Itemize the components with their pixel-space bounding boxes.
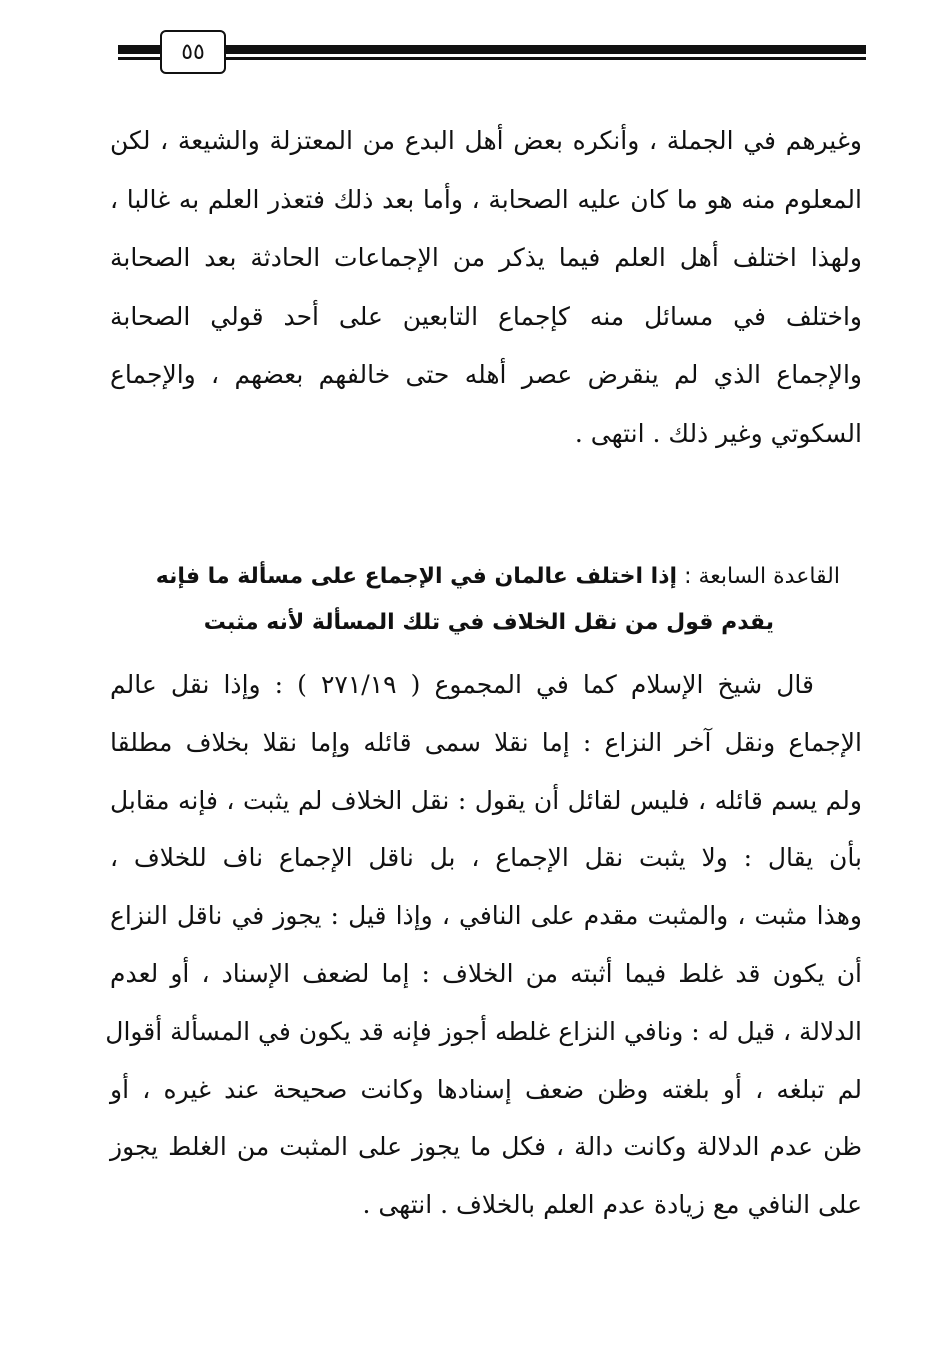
header-thick-rule	[118, 45, 866, 54]
text-line: وغيرهم في الجملة ، وأنكره بعض أهل البدع من المعتزلة والشيعة ، لكن	[110, 126, 862, 155]
rule-title-line-1: إذا اختلف عالمان في الإجماع على مسألة ما فإنه	[155, 564, 678, 589]
paragraph-quote	[105, 656, 862, 1234]
text-line: ولم يسم قائله ، فليس لقائل أن يقول : نقل الخلاف لم يثبت ، فإنه مقابل	[110, 785, 862, 815]
text-line: ولهذا اختلف أهل العلم فيما يذكر من الإجماعات الحادثة بعد الصحابة	[110, 243, 862, 272]
page-header	[118, 30, 866, 80]
rule-label: القاعدة السابعة :	[684, 564, 840, 589]
rule-title-line-2: يقدم قول من نقل الخلاف في تلك المسألة لأنه مثبت	[203, 610, 774, 635]
text-line: والإجماع الذي لم ينقرض عصر أهله حتى خالفهم بعضهم ، والإجماع	[110, 360, 862, 389]
text-line: على النافي مع زيادة عدم العلم بالخلاف . انتهى .	[362, 1190, 862, 1220]
text-line: المعلوم منه هو ما كان عليه الصحابة ، وأما بعد ذلك فتعذر العلم به غالبا ،	[110, 184, 863, 214]
rule-heading	[110, 554, 840, 646]
text-line: بأن يقال : ولا يثبت نقل الإجماع ، بل ناقل الإجماع ناف للخلاف ،	[110, 843, 862, 873]
text-line: السكوتي وغير ذلك . انتهى .	[574, 418, 862, 448]
text-line: الإجماع ونقل آخر النزاع : إما نقلا سمى قائله وإما نقلا بخلاف مطلقا	[110, 727, 862, 757]
text-line: قال شيخ الإسلام كما في المجموع ( ٢٧١/١٩ ) : وإذا نقل عالم	[110, 670, 814, 699]
paragraph-continuation	[110, 112, 862, 463]
text-line: الدلالة ، قيل له : ونافي النزاع غلطه أجوز فإنه قد يكون في المسألة أقوال	[105, 1016, 862, 1046]
text-line: ظن عدم الدلالة وكانت دالة ، فكل ما يجوز على المثبت من الغلط يجوز	[110, 1132, 862, 1162]
text-line: لم تبلغه ، أو بلغته وظن ضعف إسنادها وكانت صحيحة عند غيره ، أو	[110, 1074, 862, 1104]
text-line: أن يكون قد غلط فيما أثبته من الخلاف : إما لضعف الإسناد ، أو لعدم	[110, 958, 862, 988]
header-thin-rule	[118, 57, 866, 60]
text-line: واختلف في مسائل منه كإجماع التابعين على أحد قولي الصحابة	[110, 301, 863, 331]
text-line: وهذا مثبت ، والمثبت مقدم على النافي ، وإذا قيل : يجوز في ناقل النزاع	[110, 901, 862, 931]
page-number: ٥٥	[160, 30, 226, 74]
